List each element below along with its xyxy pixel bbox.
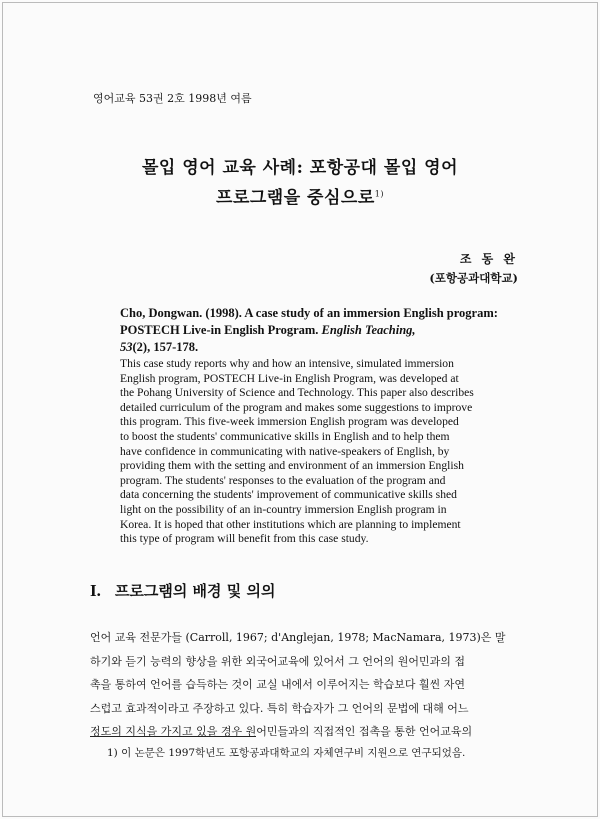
author-affiliation: (포항공과대학교): [429, 271, 518, 285]
running-head: 영어교육 53권 2호 1998년 여름: [93, 92, 252, 105]
section-number: I.: [90, 581, 101, 600]
paper-title-line-1: 몰입 영어 교육 사례: 포항공대 몰입 영어: [141, 158, 459, 178]
footnote: 1) 이 논문은 1997학년도 포항공과대학교의 자체연구비 지원으로 연구되었음.: [107, 747, 466, 759]
citation-journal: English Teaching,: [321, 323, 416, 337]
paper-title-line-2-text: 프로그램을 중심으로: [216, 188, 375, 208]
citation-issue-pages: (2), 157-178.: [132, 340, 199, 354]
abstract: [120, 357, 512, 547]
abstract-line: have confidence in communicating with native-speakers of English, by: [120, 444, 450, 458]
body-line: 스럽고 효과적이라고 주장하고 있다. 특히 학습자가 그 언어의 문법에 대해 어느: [90, 701, 469, 715]
abstract-line: data concerning the students' improvement of communicative skills shed: [120, 488, 457, 502]
body-paragraph: [90, 626, 510, 744]
abstract-line: program. The students' responses to the evaluation of the program and: [120, 473, 446, 487]
body-line: 촉을 통하여 언어를 습득하는 것이 교실 내에서 이루어지는 학습보다 훨씬 자연: [90, 678, 465, 691]
citation: [120, 305, 512, 356]
section-title: 프로그램의 배경 및 의의: [114, 582, 276, 600]
body-line: 언어 교육 전문가들 (Carroll, 1967; d'Anglejan, 1978; MacNamara, 1973)은 말: [90, 631, 506, 644]
citation-lead: Cho, Dongwan. (1998). A case study of an immersion English program: POSTECH Live-in English Program.: [120, 306, 498, 337]
abstract-line: Korea. It is hoped that other institutions which are planning to implement: [120, 517, 461, 531]
abstract-line: this program. This five-week immersion English program was developed: [120, 415, 459, 429]
abstract-line: English program, POSTECH Live-in English Program, was developed at: [120, 371, 459, 385]
paper-title-line-2: [0, 183, 600, 208]
abstract-line: providing them with the setting and environment of an immersion English: [120, 459, 464, 473]
body-line: 하기와 듣기 능력의 향상을 위한 외국어교육에 있어서 그 언어의 원어민과의 접: [90, 654, 465, 668]
abstract-line: the Pohang University of Science and Technology. This paper also describes: [120, 386, 474, 400]
author-name: 조 동 완: [459, 252, 518, 266]
abstract-line: to boost the students' communicative skills in English and to help them: [120, 429, 450, 443]
abstract-line: detailed curriculum of the program and makes some suggestions to improve: [120, 400, 473, 414]
abstract-line: This case study reports why and how an intensive, simulated immersion: [120, 357, 454, 370]
footnote-rule: [90, 736, 256, 737]
abstract-line: light on the possibility of an in-country immersion English program in: [120, 502, 447, 516]
abstract-line: this type of program will benefit from this case study.: [120, 532, 369, 546]
title-footnote-mark: 1): [374, 189, 384, 199]
body-line: 정도의 지식을 가지고 있을 경우 원어민들과의 직접적인 접촉을 통한 언어교육의: [90, 725, 473, 738]
citation-volume: 53: [120, 340, 133, 354]
section-heading: [90, 580, 275, 601]
